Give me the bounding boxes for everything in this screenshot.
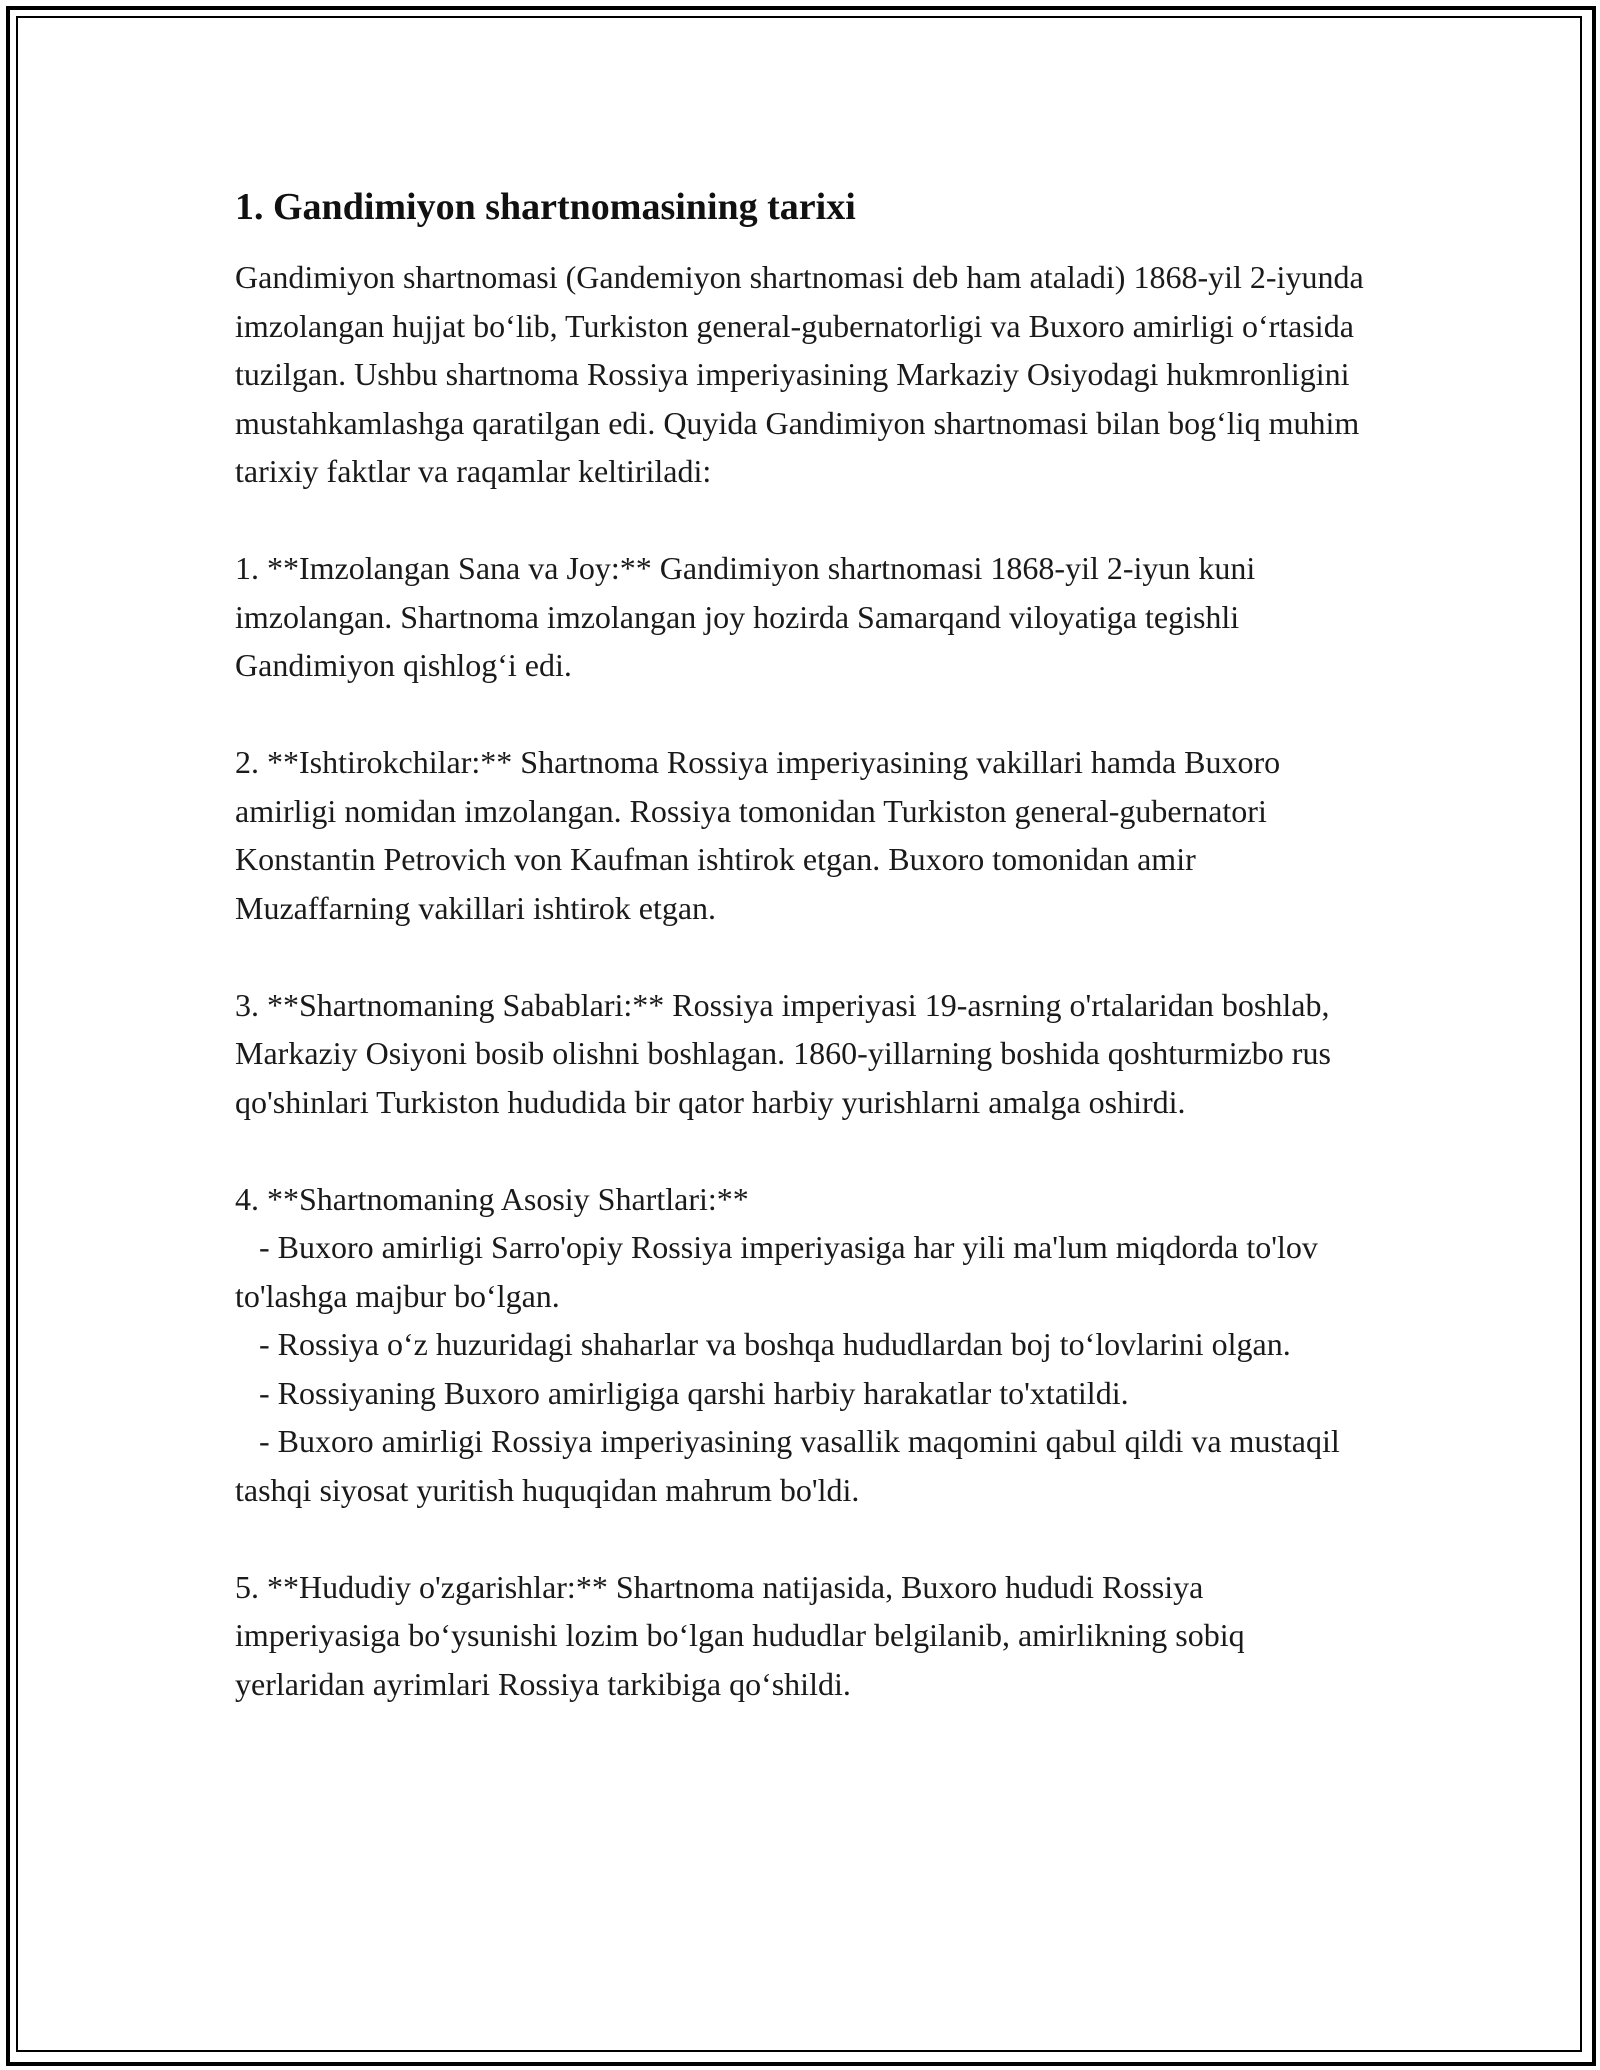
paragraph-gap [235, 932, 1375, 981]
list-item-reasons: 3. **Shartnomaning Sabablari:** Rossiya imperiyasi 19-asrning o'rtalaridan boshlab, Markaziy Osiyoni bosib olishni boshlagan. 1860-yillarning boshida qoshturmizbo rus qo'shinlari Turkiston hududida bir qator harbiy yurishlarni amalga oshirdi. [235, 986, 1339, 1120]
section-heading: 1. Gandimiyon shartnomasining tarixi [235, 186, 856, 228]
list-item-date-place: 1. **Imzolangan Sana va Joy:** Gandimiyon shartnomasi 1868-yil 2-iyun kuni imzolangan. Shartnoma imzolangan joy hozirda Samarqand viloyatiga tegishli Gandimiyon qishlog‘i edi. [235, 550, 1264, 683]
list-item-main-terms: 4. **Shartnomaning Asosiy Shartlari:** - Buxoro amirligi Sarro'opiy Rossiya imperiyasiga har yili ma'lum miqdorda to'lov to'lashga majbur bo‘lgan. - Rossiya o‘z huzuridagi shaharlar va boshqa hududlardan boj to‘lovlarini olgan. - Rossiyaning Buxoro amirligiga qarshi harbiy harakatlar to'xtatildi. - Buxoro amirligi Rossiya imperiyasining vasallik maqomini qabul qildi va mustaqil tashqi siyosat yuritish huquqidan mahrum bo'ldi. [235, 1180, 1340, 1508]
intro-paragraph: Gandimiyon shartnomasi (Gandemiyon shartnomasi deb ham ataladi) 1868-yil 2-iyunda imzolangan hujjat bo‘lib, Turkiston general-gubernatorligi va Buxoro amirligi o‘rtasida tuzilgan. Ushbu shartnoma Rossiya imperiyasining Markaziy Osiyodagi hukmronligini mustahkamlashga qaratilgan edi. Quyida Gandimiyon shartnomasi bilan bog‘liq muhim tarixiy faktlar va raqamlar keltiriladi: [235, 259, 1372, 489]
paragraph-gap [235, 496, 1375, 545]
paragraph-gap [235, 690, 1375, 739]
paragraph-gap [235, 1126, 1375, 1175]
list-item-territorial-changes: 5. **Hududiy o'zgarishlar:** Shartnoma natijasida, Buxoro hududi Rossiya imperiyasiga bo‘ysunishi lozim bo‘lgan hududlar belgilanib, amirlikning sobiq yerlaridan ayrimlari Rossiya tarkibiga qo‘shildi. [235, 1568, 1253, 1702]
document-body [235, 183, 1375, 1708]
list-item-participants: 2. **Ishtirokchilar:** Shartnoma Rossiya imperiyasining vakillari hamda Buxoro amirligi nomidan imzolangan. Rossiya tomonidan Turkiston general-gubernatori Konstantin Petrovich von Kaufman ishtirok etgan. Buxoro tomonidan amir Muzaffarning vakillari ishtirok etgan. [235, 744, 1289, 926]
paragraph-gap [235, 1514, 1375, 1563]
